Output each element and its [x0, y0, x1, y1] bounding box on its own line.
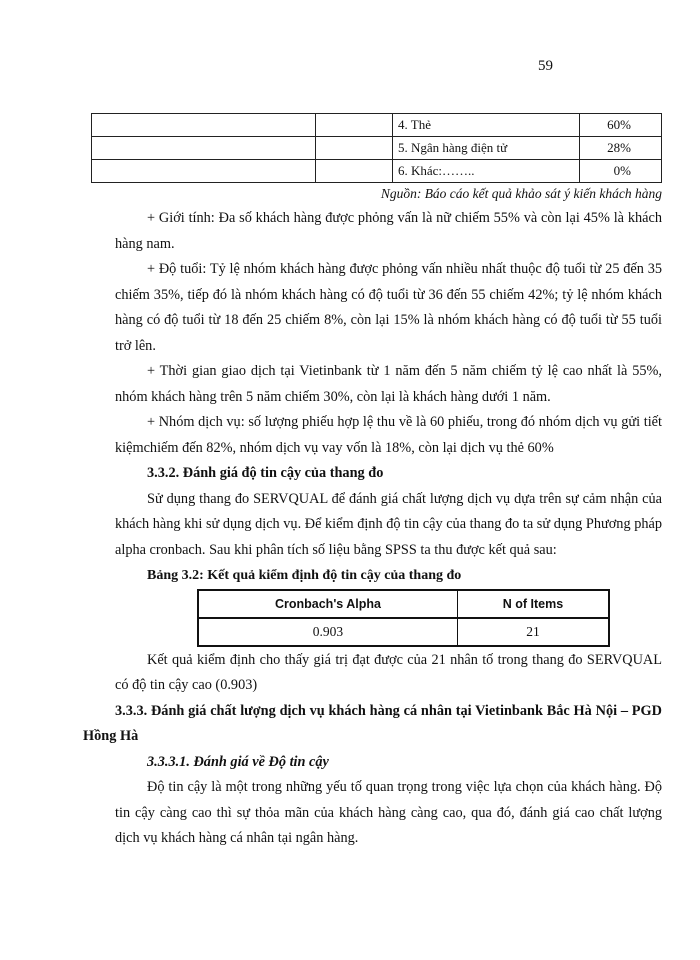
paragraph-gender: + Giới tính: Đa số khách hàng được phỏng vấn là nữ chiếm 55% và còn lại 45% là khách hàng nam.: [115, 210, 662, 252]
table-cell-value: 28%: [580, 137, 662, 160]
reliability-table: [197, 589, 610, 647]
section-heading-3-3-2: 3.3.2. Đánh giá độ tin cậy của thang đo: [147, 465, 384, 481]
table-row: [92, 114, 662, 137]
body-text: [83, 206, 662, 852]
table-cell-value: 0%: [580, 160, 662, 183]
column-header: Cronbach's Alpha: [198, 590, 457, 618]
table-row: [92, 160, 662, 183]
paragraph-servqual-method: Sử dụng thang đo SERVQUAL để đánh giá chất lượng dịch vụ dựa trên sự cảm nhận của khách hàng khi sử dụng dịch vụ. Để kiểm định độ tin cậy của thang đo ta sử dụng Phương pháp alpha cronbach. Sau khi phân tích số liệu bằng SPSS ta thu được kết quả sau:: [115, 490, 662, 558]
table-header-row: [198, 590, 609, 618]
distribution-table: [91, 113, 662, 183]
table-cell-value: 0.903: [198, 618, 457, 646]
column-header: N of Items: [457, 590, 609, 618]
paragraph-service-group: + Nhóm dịch vụ: số lượng phiếu hợp lệ thu về là 60 phiếu, trong đó nhóm dịch vụ gửi tiết kiệmchiếm đến 82%, nhóm dịch vụ vay vốn là 18%, còn lại dịch vụ thẻ 60%: [115, 414, 662, 456]
table-cell-value: 21: [457, 618, 609, 646]
table-row: [198, 618, 609, 646]
table-cell-value: 60%: [580, 114, 662, 137]
paragraph-result: Kết quả kiểm định cho thấy giá trị đạt được của 21 nhân tố trong thang đo SERVQUAL có độ tin cậy cao (0.903): [115, 651, 662, 693]
section-heading-3-3-3: 3.3.3. Đánh giá chất lượng dịch vụ khách hàng cá nhân tại Vietinbank Bắc Hà Nội – PGD Hồng Hà: [83, 702, 662, 744]
table-row: [92, 137, 662, 160]
table-cell-label: 4. Thẻ: [393, 114, 580, 137]
paragraph-duration: + Thời gian giao dịch tại Vietinbank từ 1 năm đến 5 năm chiếm tỷ lệ cao nhất là 55%, nhóm khách hàng trên 5 năm chiếm 30%, còn lại là khách hàng dưới 1 năm.: [115, 363, 662, 405]
paragraph-reliability: Độ tin cậy là một trong những yếu tố quan trọng trong việc lựa chọn của khách hàng. Độ tin cậy càng cao thì sự thỏa mãn của khách hàng càng cao, qua đó, đánh giá cao chất lượng dịch vụ khách hàng cá nhân tại ngân hàng.: [115, 779, 662, 846]
paragraph-age: + Độ tuổi: Tỷ lệ nhóm khách hàng được phỏng vấn nhiều nhất thuộc độ tuổi từ 25 đến 35 chiếm 35%, tiếp đó là nhóm khách hàng có độ tuổi từ 36 đến 55 chiếm 42%; tỷ lệ nhóm khách hàng có độ tuổi từ 18 đến 25 chiếm 8%, còn lại 15% là nhóm khách hàng có độ tuổi từ 55 tuổi trở lên.: [115, 261, 662, 354]
table-caption: Bảng 3.2: Kết quả kiểm định độ tin cậy của thang đo: [147, 568, 462, 583]
section-heading-3-3-3-1: 3.3.3.1. Đánh giá về Độ tin cậy: [147, 753, 329, 770]
table-cell-label: 5. Ngân hàng điện tử: [393, 137, 580, 160]
table-cell-label: 6. Khác:……..: [393, 160, 580, 183]
page-number: 59: [538, 58, 553, 74]
source-note: Nguồn: Báo cáo kết quả khảo sát ý kiến khách hàng: [380, 186, 662, 201]
